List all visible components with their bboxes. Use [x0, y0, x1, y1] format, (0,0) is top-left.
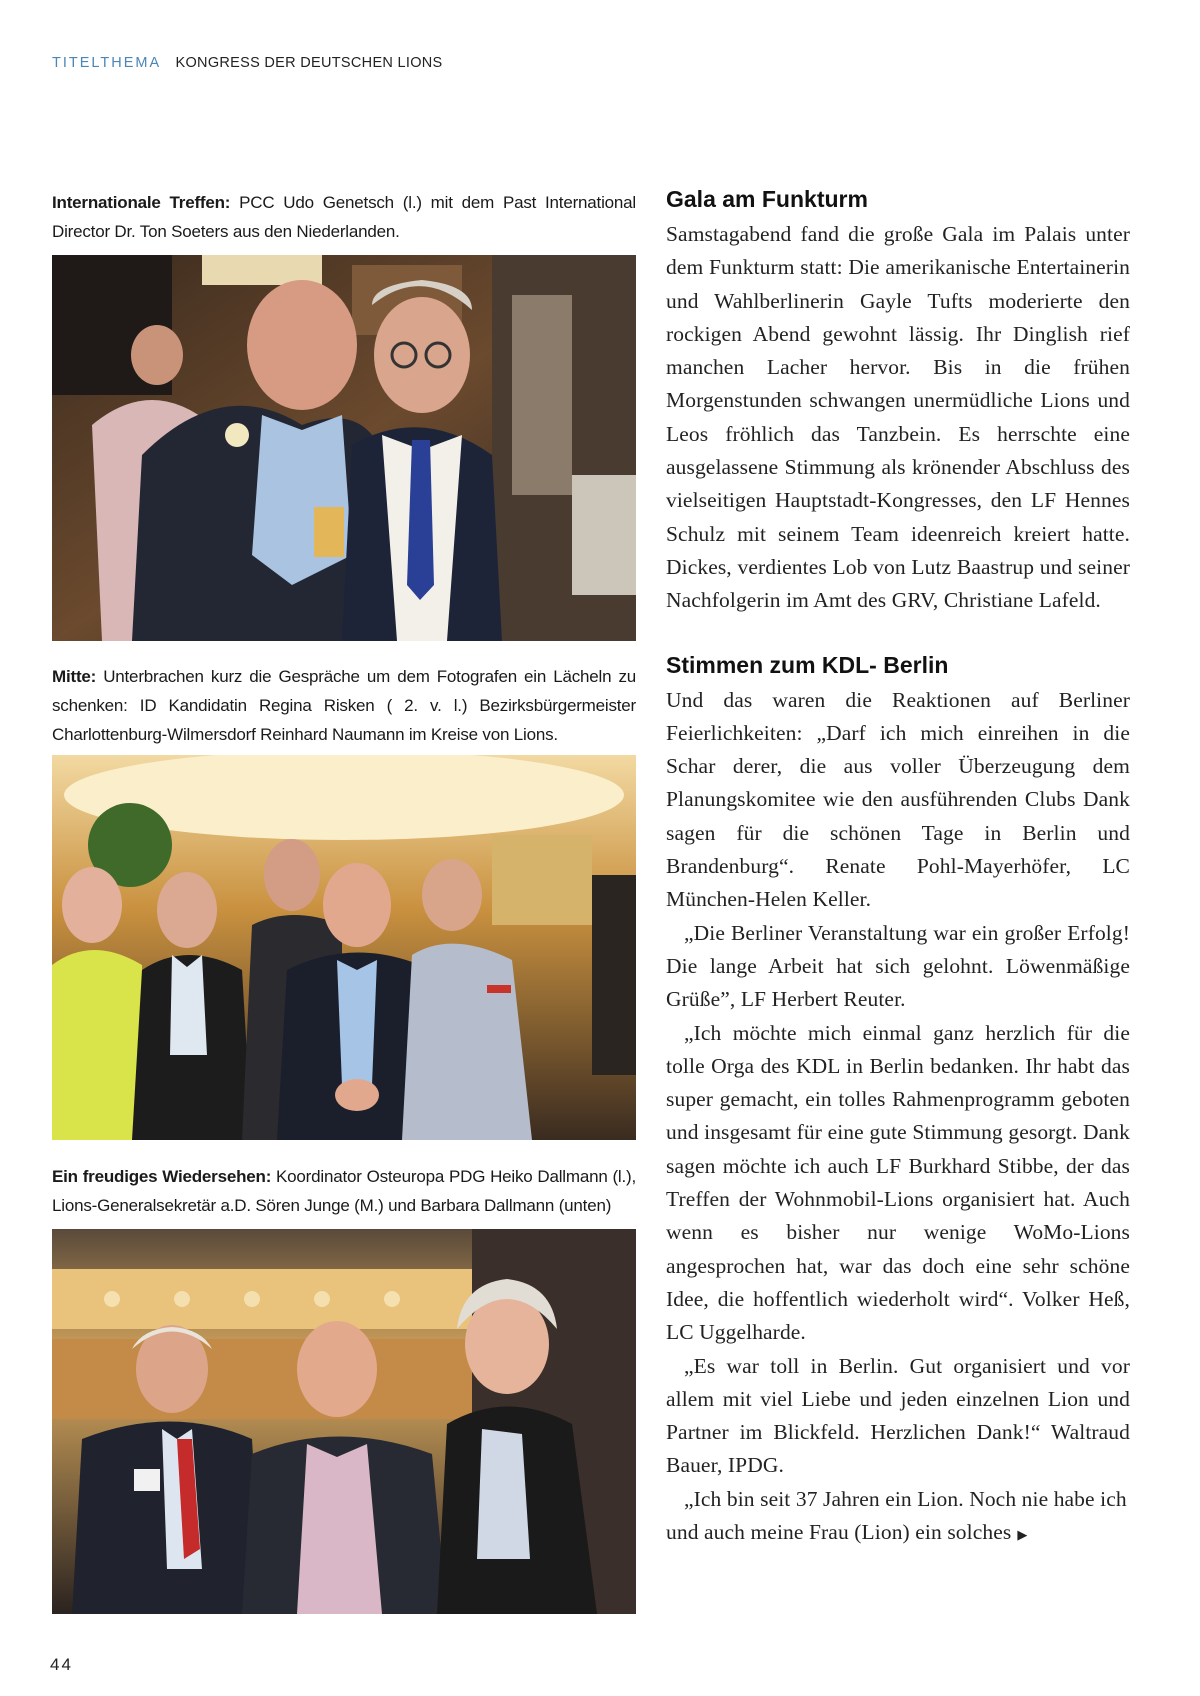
- photo-caption-3: [52, 1162, 636, 1220]
- photo-caption-1: [52, 188, 636, 246]
- section-heading-gala: Gala am Funkturm: [666, 186, 868, 212]
- header-kicker: TITELTHEMA: [52, 55, 162, 71]
- stimmen-paragraph-3: „Ich möchte mich einmal ganz herzlich für die tolle Orga des KDL in Berlin bedanken. Ihr habt das super gemacht, ein tolles Rahmenprogramm geboten und insgesamt für eine gute Stimmung gesorgt. Dank sagen möchte ich auch LF Burkhard Stibbe, der das Treffen der Wohnmobil-Lions organisiert hat. Auch wenn es bisher nur wenige WoMo-Lions angesprochen hat, war das doch eine sehr schöne Idee, die hoffentlich wiederholt wird“. Volker Heß, LC Uggelharde.: [666, 1020, 1130, 1345]
- photo-caption-2: [52, 662, 636, 749]
- photo-two-men-at-bar: [52, 255, 636, 641]
- caption-3-lead: Ein freudiges Wiedersehen:: [52, 1167, 272, 1186]
- photo-group-of-six: [52, 755, 636, 1140]
- caption-2-lead: Mitte:: [52, 667, 97, 686]
- page-number: 44: [50, 1655, 73, 1674]
- stimmen-paragraph-1: Und das waren die Reaktionen auf Berliner Feierlichkeiten: „Darf ich mich einreihen in die Schar derer, die aus voller Überzeugung dem Planungskomitee wie den ausführenden Clubs Dank sagen für die schönen Tage in Berlin und Brandenburg“. Renate Pohl-Mayerhöfer, LC München-Helen Keller.: [666, 687, 1130, 912]
- caption-2-text: Unterbrachen kurz die Gespräche um dem Fotografen ein Lächeln zu schenken: ID Kandidatin Regina Risken ( 2. v. l.) Bezirksbürgermeister Charlottenburg-Wilmersdorf Reinhard Naumann im Kreise von Lions.: [52, 667, 636, 744]
- running-header: [52, 55, 443, 71]
- caption-3-text: Koordinator Osteuropa PDG Heiko Dallmann (l.), Lions-Generalsekretär a.D. Sören Junge (M.) und Barbara Dallmann (unten): [52, 1167, 636, 1215]
- stimmen-paragraph-5-text: „Ich bin seit 37 Jahren ein Lion. Noch nie habe ich und auch meine Frau (Lion) ein solches: [666, 1486, 1127, 1544]
- article-column: [666, 184, 1130, 1551]
- caption-1-lead: Internationale Treffen:: [52, 193, 231, 212]
- section-heading-stimmen: Stimmen zum KDL- Berlin: [666, 651, 949, 678]
- header-topic: KONGRESS DER DEUTSCHEN LIONS: [175, 55, 443, 71]
- stimmen-paragraph-2: „Die Berliner Veranstaltung war ein großer Erfolg! Die lange Arbeit hat sich gelohnt. Löwenmäßige Grüße”, LF Herbert Reuter.: [666, 920, 1130, 1012]
- gala-paragraph: Samstagabend fand die große Gala im Palais unter dem Funkturm statt: Die amerikanische Entertainerin und Wahlberlinerin Gayle Tufts moderierte den rockigen Abend gewohnt lässig. Ihr Dinglish rief manchen Lacher hervor. Bis in die frühen Morgenstunden schwangen unermüdliche Lions und Leos fröhlich das Tanzbein. Es herrschte eine ausgelassene Stimmung als krönender Abschluss des vielseitigen Hauptstadt-Kongresses, den LF Hennes Schulz mit seinem Team ideenreich kreiert hatte. Dickes, verdientes Lob von Lutz Baastrup und seiner Nachfolgerin im Amt des GRV, Christiane Lafeld.: [666, 222, 1130, 613]
- photo-three-people-at-counter: [52, 1229, 636, 1614]
- stimmen-paragraph-4: „Es war toll in Berlin. Gut organisiert und vor allem mit viel Liebe und jeden einzelnen Lion und Partner im Blickfeld. Herzlichen Dank!“ Waltraud Bauer, IPDG.: [666, 1353, 1130, 1478]
- stimmen-paragraph-5: [666, 1483, 1130, 1552]
- caption-1-text: PCC Udo Genetsch (l.) mit dem Past International Director Dr. Ton Soeters aus den Niederlanden.: [52, 193, 636, 241]
- continue-arrow-icon: ▶: [1017, 1526, 1028, 1542]
